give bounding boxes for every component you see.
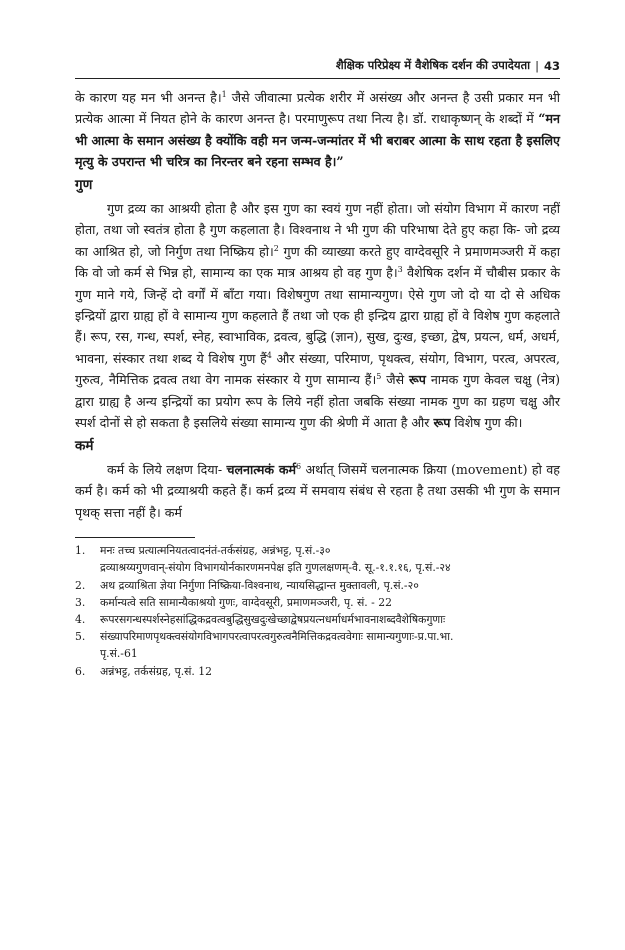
footnote <box>75 628 560 662</box>
footnote-number: 4. <box>75 612 86 626</box>
footnote-ref-3: 3 <box>397 265 403 275</box>
footnote-text: मनः तच्च प्रत्यात्मनियतत्वादनंतं-तर्कसंग्रह, अन्नंभट्ट, पृ.सं.-३० <box>100 544 331 558</box>
footnote-text: अथ द्रव्याश्रिता ज्ञेया निर्गुणा निष्क्रिया-विश्वनाथ, न्यायसिद्धान्त मुक्तावली, पृ.सं.-२० <box>100 578 419 592</box>
running-header <box>75 58 560 79</box>
footnote <box>75 577 560 594</box>
header-separator: | <box>535 58 539 73</box>
footnote-text: पृ.सं.-61 <box>100 647 138 661</box>
guna-text-7: विशेष गुण की। <box>450 415 523 431</box>
karma-text-1: कर्म के लिये लक्षण दिया- <box>107 461 227 477</box>
footnote-text: कर्मान्यत्वे सति सामान्यैकाश्रयो गुणः, वाग्देवसूरी, प्रमाणमञ्जरी, पृ. सं. - 22 <box>100 595 392 609</box>
footnote-text: द्रव्याश्रय्यगुणवान्-संयोग विभागयोर्नकारणमनपेक्ष इति गुणलक्षणम्-वै. सू.-१.१.१६, पृ.सं.-२४ <box>100 561 451 575</box>
guna-text-2: गुण की व्याख्या करते हुए वाग्देवसूरि ने प्रमाणमञ्जरी में कहा कि वो जो कर्म से भिन्न हो, सामान्य का एक मात्र आश्रय हो वह गुण है। <box>75 243 560 281</box>
page <box>75 58 560 680</box>
footnote <box>75 542 560 576</box>
header-title: शैक्षिक परिप्रेक्ष्य में वैशेषिक दर्शन की उपादेयता <box>335 58 531 72</box>
karma-text-2: अर्थात् जिसमें चलनात्मक क्रिया (movement) हो वह कर्म है। कर्म को भी द्रव्याश्रयी कहते हैं। कर्म द्रव्य में समवाय संबंध से रहता है तथा उसकी भी गुण के समान पृथक् सत्ता नहीं है। कर्म <box>75 461 560 520</box>
guna-text-5: जैसे <box>381 372 409 388</box>
footnote-ref-4: 4 <box>266 350 272 360</box>
footnote-text: रूपरसगन्धस्पर्शस्नेहसांद्धिकद्रवत्वबुद्धिसुखदुःखेच्छाद्वेषप्रयत्नधर्माधर्मभावनाशब्दवैशेषिकगुणाः <box>100 612 446 626</box>
section-heading-guna: गुण <box>75 176 93 193</box>
intro-text-2: जैसे जीवात्मा प्रत्येक शरीर में असंख्य और अनन्त है उसी प्रकार मन भी प्रत्येक आत्मा में नियत होने के कारण अनन्त है। परमाणुरूप तथा नित्य है। डॉ. राधाकृष्णन् के शब्दों में <box>75 90 560 127</box>
footnote-number: 6. <box>75 664 86 678</box>
term-rupa: रूप <box>408 372 426 388</box>
footnote-divider <box>75 537 195 538</box>
footnote <box>75 663 560 680</box>
footnote-number: 1. <box>75 544 86 558</box>
intro-text-1: के कारण यह मन भी अनन्त है। <box>75 90 222 105</box>
footnote-number: 2. <box>75 578 86 592</box>
footnote-number: 5. <box>75 630 86 644</box>
karma-paragraph <box>75 459 560 523</box>
guna-text-1: गुण द्रव्य का आश्रयी होता है और इस गुण का स्वयं गुण नहीं होता। जो संयोग विभाग में कारण नहीं होता, तथा जो स्वतंत्र होता है गुण कहलाता है। विश्वनाथ ने भी गुण की परिभाषा देते हुए कहा कि- जो द्रव्य का आश्रित हो, जो निर्गुण तथा निष्क्रिय हो। <box>75 201 560 259</box>
guna-text-4: और संख्या, परिमाण, पृथक्त्व, संयोग, विभाग, परत्व, अपरत्व, गुरुत्व, नैमित्तिक द्रवत्व तथा वेग नामक संस्कार ये गुण सामान्य हैं। <box>75 350 560 388</box>
footnote-ref-2: 2 <box>273 243 279 253</box>
radhakrishnan-quote: “मन भी आत्मा के समान असंख्य है क्योंकि वही मन जन्म-जन्मांतर में भी बराबर आत्मा के साथ रहता है इसलिए मृत्यु के उपरान्त भी चरित्र का निरन्तर बने रहना सम्भव है।” <box>75 111 560 170</box>
footnote-ref-6: 6 <box>296 461 302 471</box>
guna-paragraph <box>75 198 560 433</box>
footnote-ref-5: 5 <box>376 372 382 382</box>
footnote-number: 3. <box>75 595 86 609</box>
intro-paragraph <box>75 87 560 173</box>
footnote <box>75 611 560 628</box>
term-chalanatmakam-karma: चलनात्मकं कर्म <box>226 461 297 477</box>
guna-text-3: वैशेषिक दर्शन में चौबीस प्रकार के गुण माने गये, जिन्हें दो वर्गों में बाँटा गया। विशेषगुण तथा सामान्यगुण। ऐसे गुण जो दो या दो से अधिक इन्द्रियों द्वारा ग्राह्य हों वे सामान्य गुण कहलाते हैं तथा जो एक ही इन्द्रिय द्वारा ग्राह्य हों वे विशेष गुण कहलाते हैं। रूप, रस, गन्ध, स्पर्श, स्नेह, स्वाभाविक, द्रवत्व, बुद्धि (ज्ञान), सुख, दुःख, इच्छा, द्वेष, प्रयत्न, धर्म, अधर्म, भावना, संस्कार तथा शब्द ये विशेष गुण हैं <box>75 265 560 366</box>
footnote-text: अन्नंभट्ट, तर्कसंग्रह, पृ.सं. 12 <box>100 664 213 678</box>
guna-text-6: नामक गुण केवल चक्षु (नेत्र) द्वारा ग्राह्य है अन्य इन्द्रियों का प्रयोग रूप के लिये नहीं होता जबकि संख्या नामक गुण का ग्रहण चक्षु और स्पर्श दोनों से हो सकता है इसलिये संख्या सामान्य गुण की श्रेणी में आता है और <box>75 372 560 431</box>
page-number: 43 <box>543 58 560 73</box>
footnote-ref-1: 1 <box>221 89 227 99</box>
footnote <box>75 594 560 611</box>
term-rupa-2: रूप <box>433 415 451 431</box>
footnotes <box>75 542 560 680</box>
footnote-text: संख्यापरिमाणपृथक्त्वसंयोगविभागपरत्वापरत्वगुरुत्वनैमित्तिकद्रवत्ववेगाः सामान्यगुणाः-प्र.पा.भा. <box>100 630 454 644</box>
body-text <box>75 87 560 523</box>
section-heading-karma: कर्म <box>75 437 94 454</box>
